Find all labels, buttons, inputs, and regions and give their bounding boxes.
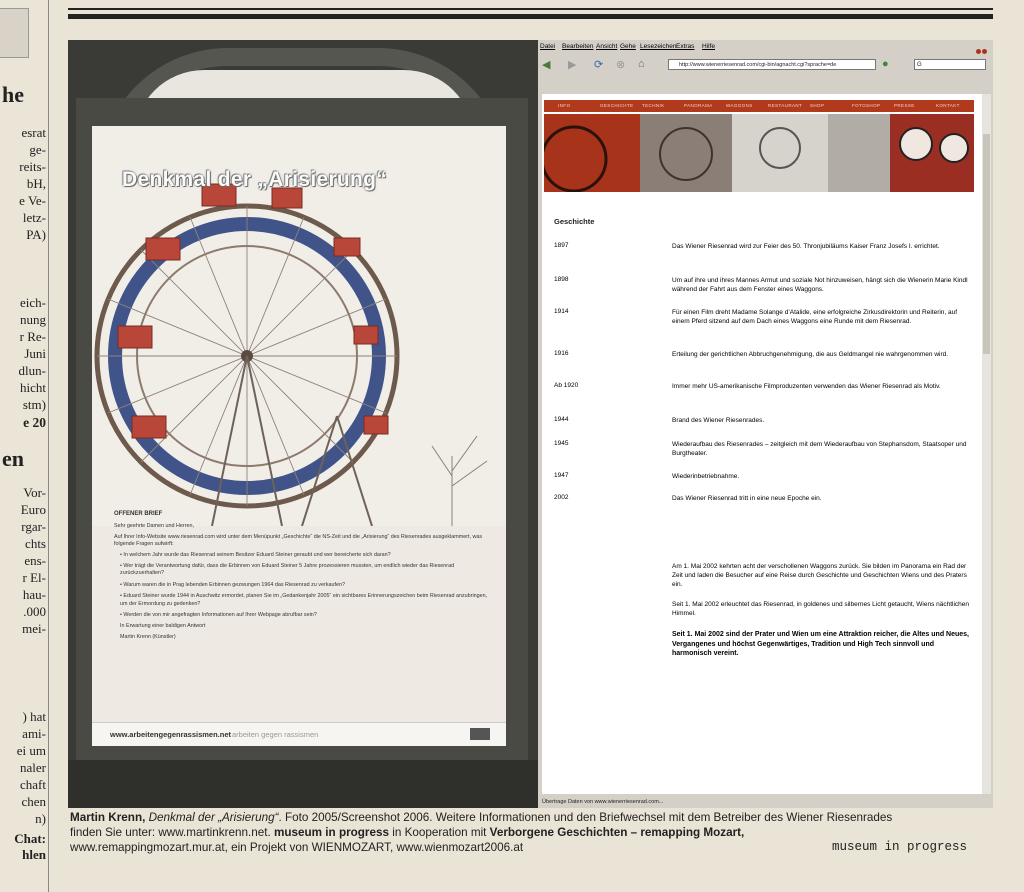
column-text-line: ami- bbox=[22, 726, 46, 741]
letter-question: • Wer trägt die Verantwortung dafür, dass die Erbinnen von Eduard Steiner 5 Jahre prozessieren mussten, um endlich wieder das Riesenrad zurückzuerhalten? bbox=[120, 563, 455, 577]
column-bold-line: Chat: bbox=[14, 831, 46, 846]
top-rule-thick bbox=[68, 14, 993, 19]
forward-arrow-icon[interactable]: ▶ bbox=[568, 59, 577, 71]
letter-question: • Werden die von mir angefragten Informationen auf Ihrer Webpage abrufbar sein? bbox=[120, 612, 317, 619]
history-entry: Das Wiener Riesenrad tritt in eine neue Epoche ein. bbox=[672, 495, 822, 502]
site-nav bbox=[544, 100, 974, 112]
history-entry: Wiederinbetriebnahme. bbox=[672, 473, 740, 480]
history-paragraph: Seit 1. Mai 2002 erleuchtet das Riesenrad, in goldenes und silbernes Licht getaucht, Wiens nächtlichen Himmel. bbox=[672, 601, 970, 617]
column-text-line: dlun- bbox=[18, 363, 46, 378]
column-bold-line: e 20 bbox=[23, 415, 46, 430]
caption-text: in Kooperation mit bbox=[392, 826, 487, 839]
history-entry: Das Wiener Riesenrad wird zur Feier des 50. Thronjubiläums Kaiser Franz Josefs I. errichtet. bbox=[672, 243, 940, 250]
status-bar: Übertrage Daten von www.wienerriesenrad.com... bbox=[542, 799, 664, 805]
history-year: Ab 1920 bbox=[554, 382, 579, 389]
column-text-line: .000 bbox=[23, 604, 46, 619]
column-text-line: letz- bbox=[22, 210, 46, 225]
column-heading: he bbox=[2, 82, 24, 107]
scroll-thumb[interactable] bbox=[983, 134, 990, 354]
banner-photos bbox=[544, 114, 974, 192]
column-text-line: mei- bbox=[22, 621, 46, 636]
scrollbar[interactable] bbox=[982, 94, 991, 794]
adjacent-article-column bbox=[0, 0, 50, 892]
column-text-line: chaft bbox=[20, 777, 46, 792]
home-icon[interactable]: ⌂ bbox=[638, 58, 645, 70]
menu-item-extras[interactable]: Extras bbox=[676, 43, 695, 50]
letter-question: • Warum waren die in Prag lebenden Erbinnen gezwungen 1964 das Riesenrad zu verkaufen? bbox=[120, 581, 345, 588]
history-year: 1944 bbox=[554, 416, 569, 423]
column-text-line: nung bbox=[20, 312, 46, 327]
site-banner bbox=[544, 114, 974, 192]
browser-screenshot bbox=[538, 40, 993, 808]
stop-icon[interactable]: ⊗ bbox=[616, 59, 626, 71]
open-letter bbox=[114, 511, 494, 721]
column-text-line: n) bbox=[35, 811, 46, 826]
menu-item-lesezeichen[interactable]: Lesezeichen bbox=[640, 43, 677, 50]
letter-heading: OFFENER BRIEF bbox=[114, 511, 163, 517]
nav-item-fotoshop[interactable]: FOTOSHOP bbox=[852, 103, 881, 108]
top-rule bbox=[68, 8, 993, 10]
menu-item-ansicht[interactable]: Ansicht bbox=[596, 43, 618, 50]
column-text-line: r El- bbox=[22, 570, 46, 585]
menu-item-datei[interactable]: Datei bbox=[540, 43, 556, 50]
column-text-line: hau- bbox=[22, 587, 46, 602]
menu-bar bbox=[538, 40, 993, 54]
history-year: 1916 bbox=[554, 350, 569, 357]
history-entry: Immer mehr US-amerikanische Filmproduzenten verwenden das Wiener Riesenrad als Motiv. bbox=[672, 383, 941, 390]
sponsor-logo bbox=[470, 728, 490, 740]
column-text-line: rgar- bbox=[21, 519, 46, 534]
column-text-line: chts bbox=[25, 536, 46, 551]
page-content bbox=[542, 94, 982, 794]
history-year: 1945 bbox=[554, 440, 569, 447]
nav-item-shop[interactable]: SHOP bbox=[810, 103, 825, 108]
history-entry: Erteilung der gerichtlichen Abbruchgenehmigung, die aus Geldmangel nie wahrgenommen wird. bbox=[672, 351, 949, 358]
nav-item-info[interactable]: INFO bbox=[558, 103, 571, 108]
column-text-line: reits- bbox=[19, 159, 46, 174]
poster-slogan: arbeiten gegen rassismen bbox=[232, 730, 319, 739]
column-text-line: Euro bbox=[20, 502, 46, 517]
address-bar[interactable]: http://www.wienerriesenrad.com/cgi-bin/agnacht.cgi?sprache=de bbox=[668, 59, 876, 70]
column-text-line: ) hat bbox=[22, 709, 46, 724]
column-text-line: eich- bbox=[20, 295, 46, 310]
nav-item-presse[interactable]: PRESSE bbox=[894, 103, 915, 108]
caption-author: Martin Krenn, bbox=[70, 811, 146, 824]
caption-mip: museum in progress bbox=[274, 826, 389, 839]
poster-footer bbox=[92, 722, 506, 746]
history-entry: Um auf ihre und ihres Mannes Armut und soziale Not hinzuweisen, hängt sich die Wienerin Marie Kindl während der Fahrt aus dem Fenster eines Waggons. bbox=[672, 277, 968, 293]
nav-item-waggons[interactable]: WAGGONS bbox=[726, 103, 753, 108]
letter-question: • In welchem Jahr wurde das Riesenrad seinem Besitzer Eduard Steiner geraubt und wer bereicherte sich daran? bbox=[120, 551, 391, 558]
column-text-line: e Ve- bbox=[19, 193, 46, 208]
nav-item-panorama[interactable]: PANORAMA bbox=[684, 103, 713, 108]
history-year: 2002 bbox=[554, 494, 569, 501]
poster bbox=[92, 126, 506, 746]
column-text-line: Juni bbox=[24, 346, 46, 361]
column-text-line: ens- bbox=[24, 553, 46, 568]
back-arrow-icon[interactable]: ◀ bbox=[542, 59, 551, 71]
history-entry: Für einen Film dreht Madame Solange d’Atalide, eine erfolgreiche Zirkusdirektorin und Reiterin, auf einem Pferd sitzend auf dem Dach eines Waggons eine Runde mit dem Riesenrad. bbox=[672, 309, 958, 325]
history-highlight: Seit 1. Mai 2002 sind der Prater und Wien um eine Attraktion reicher, die Altes und Neues, Vergangenes und höchst Gegenwärtiges, Tradition und High Tech sinnvoll und harmonisch vereint. bbox=[672, 631, 970, 657]
letter-signature: Martin Krenn (Künstler) bbox=[120, 633, 176, 640]
history-entry: Brand des Wiener Riesenrades. bbox=[672, 417, 765, 424]
letter-question: • Eduard Steiner wurde 1944 in Auschwitz ermordet, planen Sie im „Gedankenjahr 2005“ ein sichtbares Erinnerungszeichen beim Riesenrad anzubringen, um der Ermordung zu gedenken? bbox=[120, 593, 488, 607]
caption-text: . Foto 2005/Screenshot 2006. Weitere Informationen und den Briefwechsel mit dem Betreiber des Wiener Riesenrades bbox=[278, 811, 893, 824]
column-text-line: r Re- bbox=[19, 329, 46, 344]
poster-photo bbox=[68, 40, 538, 808]
nav-item-kontakt[interactable]: KONTAKT bbox=[936, 103, 960, 108]
ground bbox=[68, 760, 538, 808]
menu-item-hilfe[interactable]: Hilfe bbox=[702, 43, 716, 50]
caption-text: www.remappingmozart.mur.at, ein Projekt von WIENMOZART, www.wienmozart2006.at bbox=[70, 841, 524, 854]
column-text-line: stm) bbox=[22, 397, 46, 412]
window-close-icon[interactable] bbox=[975, 41, 987, 51]
reload-icon[interactable]: ⟳ bbox=[594, 59, 604, 71]
search-input[interactable]: G bbox=[914, 59, 986, 70]
column-text-line: ge- bbox=[29, 142, 46, 157]
column-heading: en bbox=[2, 446, 24, 471]
letter-salutation: Sehr geehrte Damen und Herren, bbox=[114, 523, 195, 530]
history-year: 1914 bbox=[554, 308, 569, 315]
nav-item-restaurant[interactable]: RESTAURANT bbox=[768, 103, 803, 108]
browser-toolbar bbox=[538, 54, 993, 74]
poster-title: Denkmal der „Arisierung“ bbox=[122, 168, 388, 191]
museum-in-progress-signature: museum in progress bbox=[832, 840, 968, 854]
history-year: 1947 bbox=[554, 472, 569, 479]
column-text-line: chen bbox=[21, 794, 46, 809]
nav-item-geschichte[interactable]: GESCHICHTE bbox=[600, 103, 634, 108]
caption-text: finden Sie unter: www.martinkrenn.net. bbox=[70, 826, 271, 839]
history-entry: Wiederaufbau des Riesenrades – zeitgleich mit dem Wiederaufbau von Stephansdom, Staatsoper und Burgtheater. bbox=[672, 441, 967, 457]
column-bold-line: hlen bbox=[22, 847, 46, 862]
column-text-line: PA) bbox=[26, 227, 46, 242]
column-text-line: hicht bbox=[20, 380, 46, 395]
column-rule bbox=[48, 0, 49, 892]
menu-item-bearbeiten[interactable]: Bearbeiten bbox=[562, 43, 594, 50]
column-text-line: naler bbox=[20, 760, 46, 775]
column-text-line: bH, bbox=[26, 176, 46, 191]
nav-item-technik[interactable]: TECHNIK bbox=[642, 103, 665, 108]
go-button-icon[interactable]: ● bbox=[882, 58, 889, 70]
poster-url: www.arbeitengegenrassismen.net bbox=[110, 730, 232, 739]
history-year: 1898 bbox=[554, 276, 569, 283]
column-text-line: Vor- bbox=[23, 485, 46, 500]
column-text-line: esrat bbox=[21, 125, 46, 140]
letter-closing: In Erwartung einer baldigen Antwort bbox=[120, 623, 206, 630]
caption-work: Denkmal der „Arisierung“ bbox=[148, 811, 279, 824]
caption-vg: Verborgene Geschichten – remapping Mozart, bbox=[489, 826, 745, 839]
column-text-line: ei um bbox=[16, 743, 46, 758]
section-title: Geschichte bbox=[554, 217, 595, 226]
history-year: 1897 bbox=[554, 242, 569, 249]
letter-intro: Auf Ihrer Info-Website www.riesenrad.com wird unter dem Menüpunkt „Geschichte“ die NS-Zeit und die „Arisierung“ des Riesenrades ausgeklammert, was folgende Fragen aufwirft: bbox=[114, 533, 483, 548]
history-paragraph: Am 1. Mai 2002 kehrten acht der verschollenen Waggons zurück. Sie bilden im Panorama ein Rad der Zeit und laden die Besucher auf eine Reise durch Geschichte und Geschichten Wiens und des Praters ein. bbox=[672, 563, 967, 588]
column-box bbox=[0, 8, 29, 58]
menu-item-gehe[interactable]: Gehe bbox=[620, 43, 636, 50]
